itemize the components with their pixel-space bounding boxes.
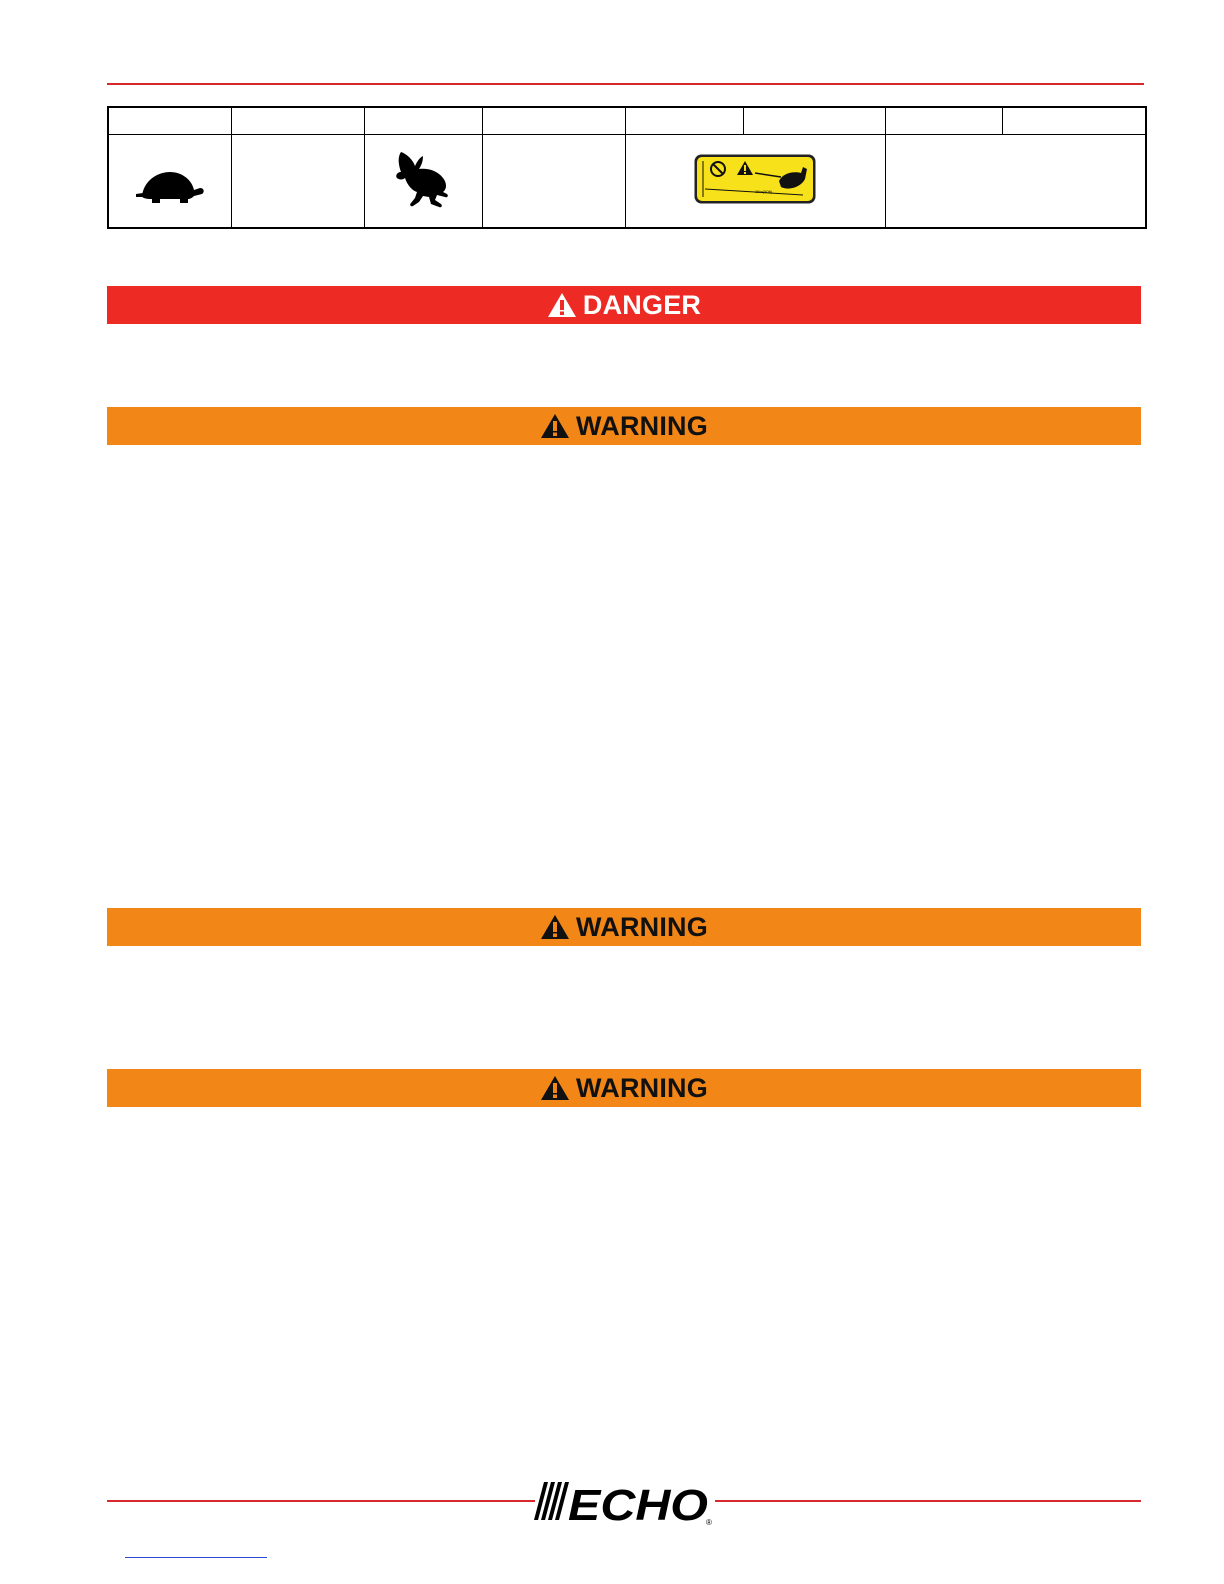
footer-rule-right [715, 1500, 1141, 1502]
header-cell [482, 107, 625, 135]
decal-distance-label: 15m(50ft) [755, 188, 773, 194]
warning-label: WARNING [576, 911, 708, 942]
footer-link-underline[interactable] [125, 1557, 267, 1558]
symbol-table [107, 106, 1147, 229]
empty-cell [231, 135, 364, 229]
header-cell [364, 107, 482, 135]
warning-banner [107, 1069, 1141, 1107]
warning-triangle-icon [540, 914, 570, 940]
warning-banner [107, 908, 1141, 946]
warning-triangle-icon [540, 1075, 570, 1101]
danger-banner [107, 286, 1141, 324]
header-cell [231, 107, 364, 135]
symbol-table-header-row [108, 107, 1146, 135]
footer-rule-left [107, 1500, 535, 1502]
header-cell [885, 107, 1002, 135]
warning-label: WARNING [576, 1072, 708, 1103]
header-cell [108, 107, 231, 135]
symbol-table-row [108, 135, 1146, 229]
header-cell [1002, 107, 1146, 135]
warning-banner [107, 407, 1141, 445]
decal-cell [625, 135, 885, 229]
fast-symbol-cell [364, 135, 482, 229]
rabbit-icon [393, 150, 453, 208]
safety-distance-decal [693, 153, 817, 205]
registered-mark: ® [706, 1518, 712, 1527]
echo-logo [530, 1480, 720, 1528]
slow-symbol-cell [108, 135, 231, 229]
empty-cell [482, 135, 625, 229]
header-cell [743, 107, 885, 135]
turtle-icon [134, 166, 206, 206]
warning-triangle-icon [540, 413, 570, 439]
warning-triangle-icon [547, 292, 577, 318]
warning-label: WARNING [576, 410, 708, 441]
top-rule [107, 83, 1144, 85]
echo-logo-text: ECHO [568, 1481, 708, 1528]
danger-label: DANGER [582, 289, 702, 320]
header-cell [625, 107, 743, 135]
empty-cell [885, 135, 1146, 229]
